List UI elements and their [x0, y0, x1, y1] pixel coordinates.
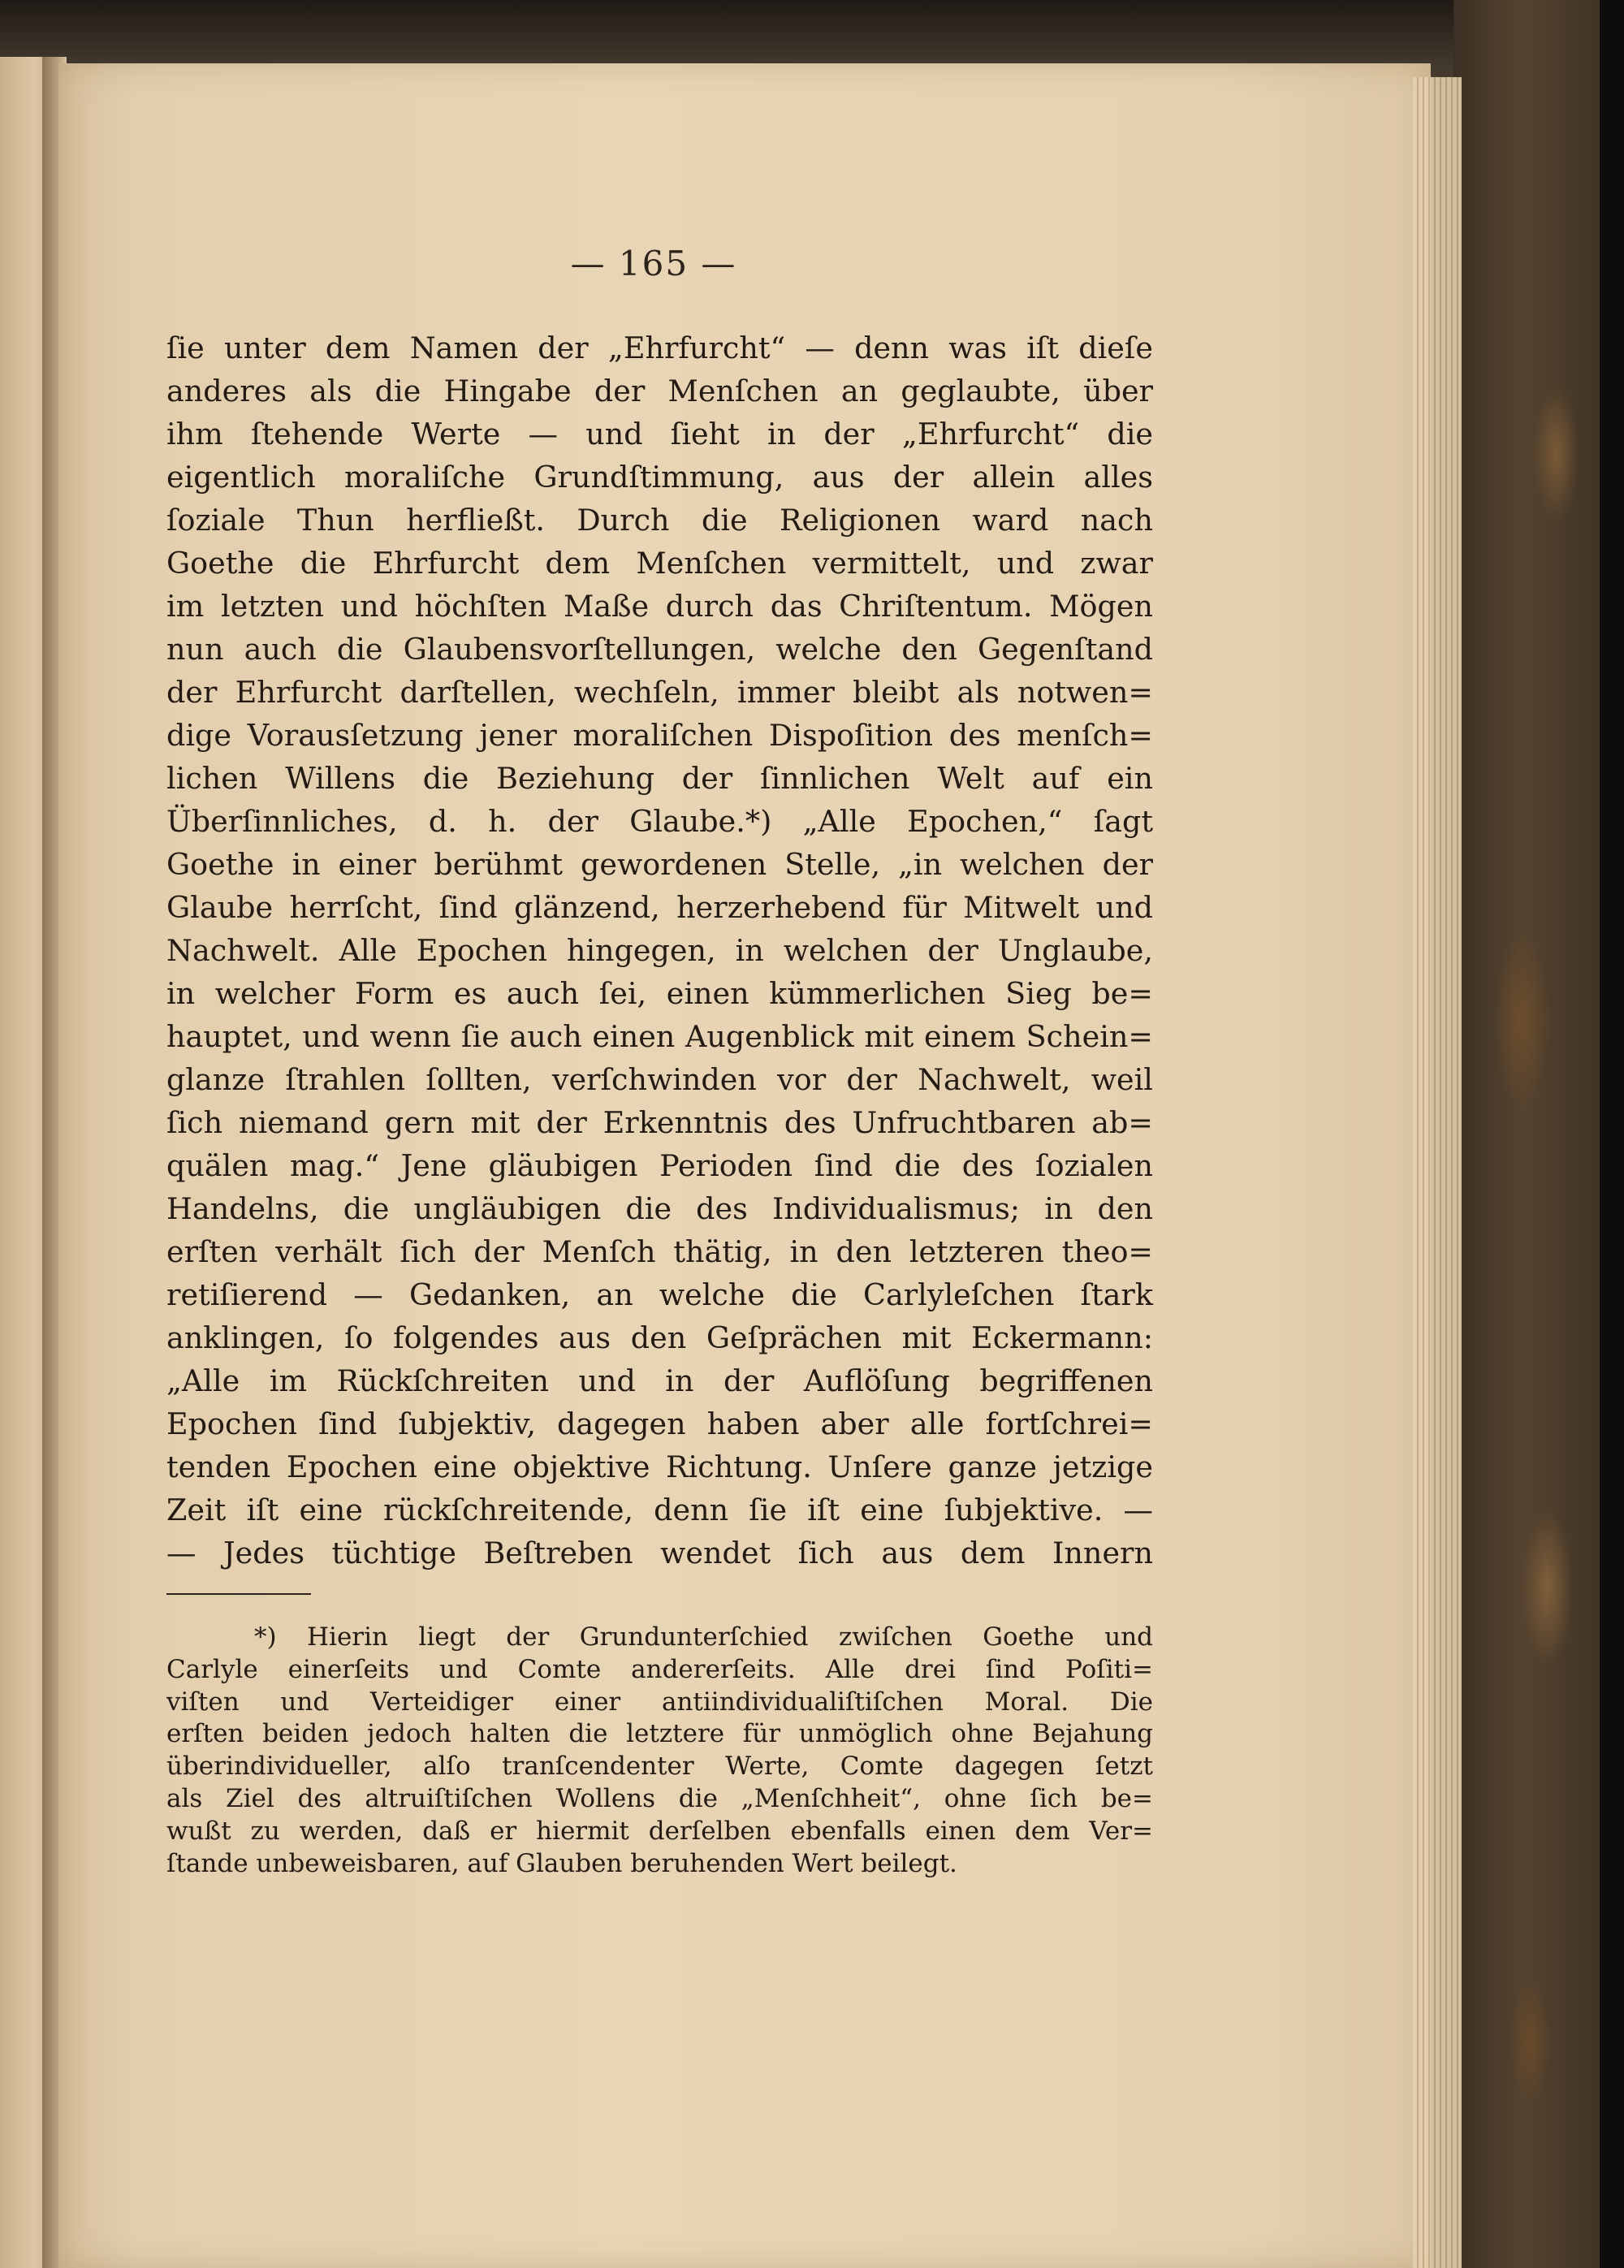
body-line: im letzten und höchſten Maße durch das Chriſtentum. Mögen	[166, 589, 1153, 624]
body-line: Goethe die Ehrfurcht dem Menſchen vermittelt, und zwar	[166, 546, 1153, 581]
body-line: glanze ſtrahlen ſollten, verſchwinden vor der Nachwelt, weil	[166, 1062, 1153, 1097]
body-line: ſich niemand gern mit der Erkenntnis des Unfruchtbaren ab=	[166, 1105, 1153, 1140]
footnote-line: ſtande unbeweisbaren, auf Glauben beruhenden Wert beilegt.	[166, 1848, 957, 1878]
body-line: quälen mag.“ Jene gläubigen Perioden ſind die des ſozialen	[166, 1148, 1153, 1183]
body-line: Glaube herrſcht, ſind glänzend, herzerhebend für Mitwelt und	[166, 890, 1153, 925]
body-line: Überſinnliches, d. h. der Glaube.*) „Alle Epochen,“ ſagt	[166, 804, 1153, 839]
facing-page-sliver	[0, 57, 49, 2268]
book-cover-right	[1453, 0, 1624, 2268]
body-line: Zeit iſt eine rückſchreitende, denn ſie iſt eine ſubjektive. —	[166, 1493, 1153, 1527]
body-line: ihm ſtehende Werte — und ſieht in der „Ehrfurcht“ die	[166, 417, 1153, 451]
footnote-line: *) Hierin liegt der Grundunterſchied zwiſchen Goethe und	[254, 1622, 1153, 1652]
body-line: hauptet, und wenn ſie auch einen Augenblick mit einem Schein=	[166, 1019, 1153, 1054]
body-line: retiſierend — Gedanken, an welche die Carlyleſchen ſtark	[166, 1277, 1153, 1312]
body-line: erſten verhält ſich der Menſch thätig, in den letzteren theo=	[166, 1234, 1153, 1269]
footnote-line: überindividueller, alſo tranſcendenter Werte, Comte dagegen ſetzt	[166, 1752, 1153, 1782]
body-line: lichen Willens die Beziehung der ſinnlichen Welt auf ein	[166, 761, 1153, 796]
body-line: Nachwelt. Alle Epochen hingegen, in welchen der Unglaube,	[166, 933, 1153, 968]
body-line: ſie unter dem Namen der „Ehrfurcht“ — denn was iſt dieſe	[166, 330, 1153, 365]
footnote-rule	[166, 1593, 311, 1595]
body-line: eigentlich moraliſche Grundſtimmung, aus der allein alles	[166, 460, 1153, 495]
page-edges	[1413, 77, 1462, 2268]
footnote-line: viſten und Verteidiger einer antiindividualiſtiſchen Moral. Die	[166, 1687, 1153, 1717]
body-line: ſoziale Thun herfließt. Durch die Religionen ward nach	[166, 503, 1153, 538]
body-line: nun auch die Glaubensvorſtellungen, welche den Gegenſtand	[166, 632, 1153, 667]
body-line: „Alle im Rückſchreiten und in der Auflöſung begriffenen	[166, 1363, 1153, 1398]
body-text	[166, 326, 1153, 1575]
footnote-line: wußt zu werden, daß er hiermit derſelben ebenfalls einen dem Ver=	[166, 1816, 1153, 1846]
body-line: anklingen, ſo folgendes aus den Geſprächen mit Eckermann:	[166, 1320, 1153, 1355]
body-line: tenden Epochen eine objektive Richtung. Unſere ganze jetzige	[166, 1449, 1153, 1484]
page-number: — 165 —	[570, 244, 737, 283]
footnote-line: Carlyle einerſeits und Comte andererſeits. Alle drei ſind Poſiti=	[166, 1654, 1153, 1684]
footnote-line: erſten beiden jedoch halten die letztere für unmöglich ohne Bejahung	[166, 1719, 1153, 1749]
scan-background-edge	[1600, 0, 1624, 2268]
body-line: — Jedes tüchtige Beſtreben wendet ſich aus dem Innern	[166, 1536, 1153, 1570]
body-line: Handelns, die ungläubigen die des Individualismus; in den	[166, 1191, 1153, 1226]
footnote	[166, 1622, 1153, 1880]
body-line: Goethe in einer berühmt gewordenen Stelle, „in welchen der	[166, 847, 1153, 882]
footnote-line: als Ziel des altruiſtiſchen Wollens die „Menſchheit“, ohne ſich be=	[166, 1783, 1153, 1813]
body-line: Epochen ſind ſubjektiv, dagegen haben aber alle fortſchrei=	[166, 1406, 1153, 1441]
body-line: in welcher Form es auch ſei, einen kümmerlichen Sieg be=	[166, 976, 1153, 1011]
body-line: anderes als die Hingabe der Menſchen an geglaubte, über	[166, 374, 1153, 408]
body-line: dige Vorausſetzung jener moraliſchen Dispoſition des menſch=	[166, 718, 1153, 753]
body-line: der Ehrfurcht darſtellen, wechſeln, immer bleibt als notwen=	[166, 675, 1153, 710]
